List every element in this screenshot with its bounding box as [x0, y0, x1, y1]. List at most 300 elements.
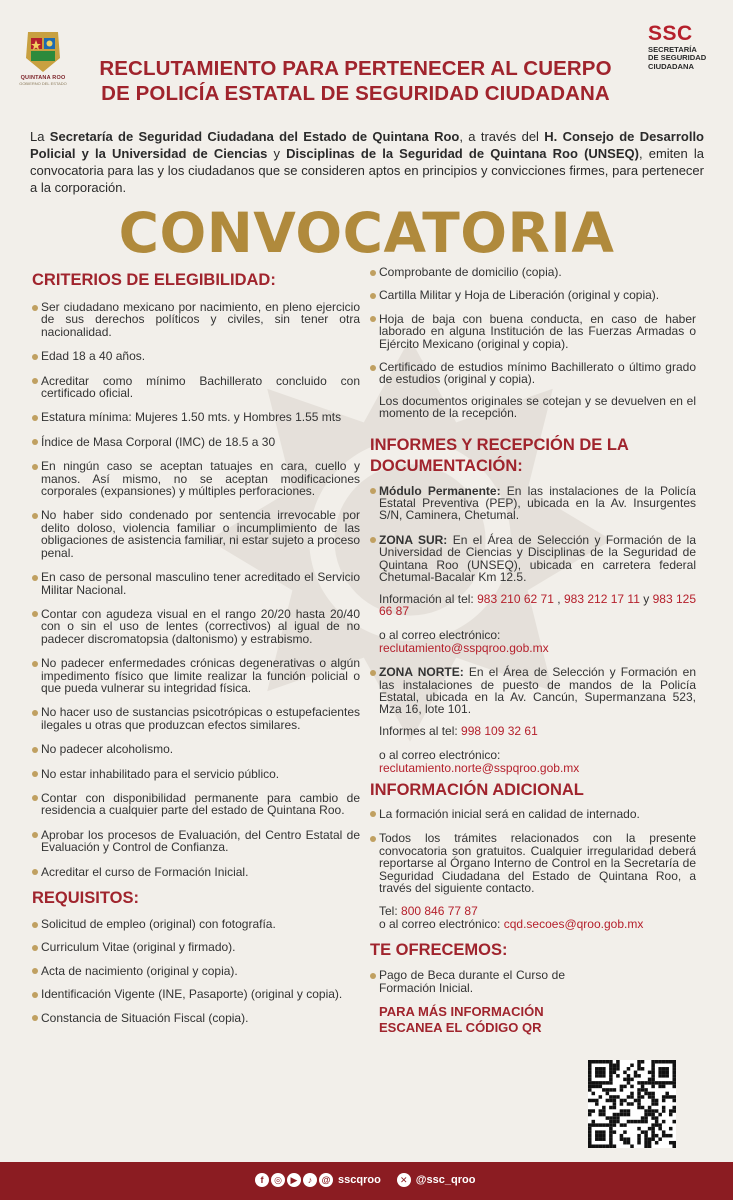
qr-module	[592, 1092, 596, 1096]
qr-module	[658, 1071, 662, 1075]
qr-module	[606, 1144, 610, 1148]
qr-module	[662, 1109, 666, 1113]
intro-text-3: y	[267, 146, 287, 161]
qr-module	[651, 1109, 655, 1113]
footer-social	[255, 1173, 491, 1189]
tiktok-icon[interactable]: ♪	[303, 1173, 317, 1187]
qr-module	[613, 1130, 617, 1134]
qr-cta-line-2: ESCANEA EL CÓDIGO QR	[379, 1020, 542, 1036]
criterio-item: Estatura mínima: Mujeres 1.50 mts. y Hombres 1.55 mts	[32, 411, 360, 423]
qr-module	[672, 1074, 676, 1078]
title-line-2: DE POLICÍA ESTATAL DE SEGURIDAD CIUDADANA	[101, 82, 610, 105]
adicional-item: Todos los trámites relacionados con la presente convocatoria son gratuitos. Cualquier irregularidad deberá reportarse al Órgano Interno de Control en la Secretaría de Seguridad Ciudadana del Estado de Quintana Roo, a través del siguiente contacto.	[370, 832, 696, 894]
qr-module	[644, 1134, 648, 1138]
qr-module	[648, 1095, 652, 1099]
qr-module	[669, 1141, 673, 1145]
qr-module	[669, 1095, 673, 1099]
qr-module	[627, 1109, 631, 1113]
qr-module	[599, 1071, 603, 1075]
qr-module	[602, 1106, 606, 1110]
qr-module	[648, 1081, 652, 1085]
qr-module	[599, 1074, 603, 1078]
qr-module	[623, 1071, 627, 1075]
qr-module	[588, 1127, 592, 1131]
qr-module	[644, 1116, 648, 1120]
intro-bold-2: H. Consejo de Desarrollo Policial y la Universidad de Ciencias	[30, 129, 704, 161]
requisitos-list-left	[32, 918, 360, 1024]
qr-module	[655, 1102, 659, 1106]
intro-bold-1: Secretaría de Seguridad Ciudadana del Estado de Quintana Roo	[49, 129, 460, 144]
qr-module	[672, 1064, 676, 1068]
qr-module	[588, 1081, 592, 1085]
qr-module	[651, 1067, 655, 1071]
qr-module	[602, 1130, 606, 1134]
requisito-item: Certificado de estudios mínimo Bachillerato o último grado de estudios (original y copia).	[370, 361, 696, 386]
title-line-1: RECLUTAMIENTO PARA PERTENECER AL CUERPO	[99, 57, 612, 80]
zona-norte-tel[interactable]: 998 109 32 61	[461, 723, 538, 738]
qr-module	[665, 1134, 669, 1138]
informes-zona-sur	[370, 534, 696, 584]
qr-module	[637, 1074, 641, 1078]
qr-module	[662, 1074, 666, 1078]
criterio-item: Edad 18 a 40 años.	[32, 350, 360, 362]
qr-module	[599, 1134, 603, 1138]
qr-module	[592, 1085, 596, 1089]
qr-module	[599, 1144, 603, 1148]
qr-module	[588, 1067, 592, 1071]
qr-module	[616, 1113, 620, 1117]
criterios-list	[32, 301, 360, 878]
qr-module	[672, 1106, 676, 1110]
qr-module	[651, 1102, 655, 1106]
adicional-item: La formación inicial será en calidad de internado.	[370, 808, 696, 820]
requisito-item: Cartilla Militar y Hoja de Liberación (original y copia).	[370, 289, 696, 301]
qr-module	[630, 1078, 634, 1082]
qr-module	[588, 1123, 592, 1127]
qr-module	[620, 1102, 624, 1106]
qr-module	[588, 1085, 592, 1089]
zona-norte-mail-label: o al correo electrónico:	[379, 748, 501, 763]
qr-module	[665, 1060, 669, 1064]
qr-module	[672, 1078, 676, 1082]
qr-module	[644, 1141, 648, 1145]
qr-module	[602, 1074, 606, 1078]
qr-module	[648, 1127, 652, 1131]
x-icon[interactable]: ✕	[397, 1173, 411, 1187]
qr-module	[595, 1099, 599, 1103]
qr-module	[637, 1067, 641, 1071]
criterio-item: Acreditar como mínimo Bachillerato concluido con certificado oficial.	[32, 375, 360, 400]
qr-module	[602, 1137, 606, 1141]
qr-module	[595, 1067, 599, 1071]
qr-module	[592, 1123, 596, 1127]
qr-module	[630, 1102, 634, 1106]
requisito-item: Solicitud de empleo (original) con fotografía.	[32, 918, 360, 930]
qr-module	[609, 1060, 613, 1064]
qr-module	[662, 1095, 666, 1099]
qr-module	[627, 1120, 631, 1124]
zona-sur-tel-3[interactable]: 983 125 66 87	[379, 591, 697, 618]
zona-norte-mail	[370, 749, 696, 774]
qr-module	[595, 1060, 599, 1064]
qr-module	[592, 1099, 596, 1103]
qr-module	[651, 1127, 655, 1131]
qr-module	[655, 1116, 659, 1120]
qr-module	[588, 1074, 592, 1078]
qr-module	[588, 1141, 592, 1145]
qr-module	[595, 1130, 599, 1134]
qr-module	[623, 1078, 627, 1082]
qr-module	[620, 1134, 624, 1138]
qr-module	[658, 1074, 662, 1078]
qr-module	[588, 1060, 592, 1064]
qr-module	[634, 1099, 638, 1103]
requisito-item: Comprobante de domicilio (copia).	[370, 266, 696, 278]
qr-module	[602, 1081, 606, 1085]
qr-module	[658, 1137, 662, 1141]
qr-module	[599, 1130, 603, 1134]
qr-module	[630, 1085, 634, 1089]
qr-module	[651, 1134, 655, 1138]
criterio-item: En ningún caso se aceptan tatuajes en cara, cuello y manos. Así mismo, no se aceptan modificaciones corporales (expansiones) y múltiples perforaciones.	[32, 460, 360, 497]
qr-module	[606, 1092, 610, 1096]
qr-module	[637, 1060, 641, 1064]
qr-module	[609, 1095, 613, 1099]
qr-module	[662, 1134, 666, 1138]
qr-module	[588, 1109, 592, 1113]
qr-module	[651, 1071, 655, 1075]
qr-module	[620, 1109, 624, 1113]
qr-module	[637, 1092, 641, 1096]
qr-module	[595, 1071, 599, 1075]
qr-module	[644, 1088, 648, 1092]
qr-cta-line-1: PARA MÁS INFORMACIÓN	[379, 1004, 544, 1020]
qr-module	[613, 1067, 617, 1071]
qr-module	[658, 1067, 662, 1071]
qr-module	[672, 1085, 676, 1089]
qr-module	[592, 1120, 596, 1124]
convocatoria-heading: CONVOCATORIA	[118, 201, 615, 265]
qr-module	[592, 1109, 596, 1113]
criterio-item: Ser ciudadano mexicano por nacimiento, en pleno ejercicio de sus derechos políticos y civiles, sin tener otra nacionalidad.	[32, 301, 360, 338]
qr-module	[623, 1085, 627, 1089]
qr-module	[588, 1099, 592, 1103]
qr-module	[627, 1102, 631, 1106]
qr-module	[588, 1078, 592, 1082]
qr-module	[641, 1116, 645, 1120]
qr-module	[651, 1074, 655, 1078]
qr-module	[644, 1137, 648, 1141]
qr-module	[672, 1144, 676, 1148]
qr-module	[658, 1081, 662, 1085]
instagram-icon[interactable]: ◎	[271, 1173, 285, 1187]
qr-module	[599, 1137, 603, 1141]
requisito-item: Curriculum Vitae (original y firmado).	[32, 941, 360, 953]
qr-module	[588, 1130, 592, 1134]
qr-module	[634, 1120, 638, 1124]
qr-module	[655, 1109, 659, 1113]
informes-title: INFORMES Y RECEPCIÓN DE LA DOCUMENTACIÓN:	[370, 435, 629, 475]
qr-module	[606, 1123, 610, 1127]
qr-module	[609, 1120, 613, 1124]
qr-module	[602, 1144, 606, 1148]
qr-module	[672, 1099, 676, 1103]
qr-module	[644, 1113, 648, 1117]
qr-module	[665, 1074, 669, 1078]
qr-module	[613, 1099, 617, 1103]
qr-module	[658, 1060, 662, 1064]
threads-icon[interactable]: @	[319, 1173, 333, 1187]
ofrecemos-title: TE OFRECEMOS:	[370, 941, 508, 960]
qr-module	[620, 1137, 624, 1141]
state-shield-icon	[22, 28, 64, 74]
qr-module	[637, 1088, 641, 1092]
qr-module	[602, 1067, 606, 1071]
zona-sur-tel-sep-2: y	[639, 591, 653, 606]
qr-module	[669, 1127, 673, 1131]
qr-module	[634, 1074, 638, 1078]
intro-paragraph	[30, 128, 704, 196]
qr-module	[623, 1099, 627, 1103]
qr-module	[595, 1144, 599, 1148]
qr-module	[662, 1106, 666, 1110]
ssc-full-line-3: CIUDADANA	[648, 61, 694, 71]
qr-module	[641, 1060, 645, 1064]
footer-bar	[0, 1162, 733, 1200]
qr-module	[651, 1060, 655, 1064]
qr-module	[672, 1060, 676, 1064]
qr-module	[595, 1081, 599, 1085]
qr-module	[616, 1074, 620, 1078]
permanente-label: Módulo Permanente:	[379, 483, 501, 498]
qr-module	[672, 1109, 676, 1113]
qr-module	[599, 1123, 603, 1127]
qr-code[interactable]	[588, 1054, 676, 1154]
qr-module	[599, 1081, 603, 1085]
qr-module	[672, 1141, 676, 1145]
qr-module	[609, 1106, 613, 1110]
qr-module	[648, 1109, 652, 1113]
adicional-tel-label: Tel:	[379, 904, 402, 919]
criterio-item: No padecer enfermedades crónicas degenerativas o algún impedimento físico que limite realizar la función policial o que pueda vulnerar su integridad física.	[32, 657, 360, 694]
zona-sur-tel-1[interactable]: 983 210 62 71	[477, 591, 554, 606]
qr-module	[606, 1116, 610, 1120]
requisito-item: Acta de nacimiento (original y copia).	[32, 965, 360, 977]
qr-module	[648, 1137, 652, 1141]
qr-module	[651, 1092, 655, 1096]
qr-module	[588, 1064, 592, 1068]
qr-module	[609, 1137, 613, 1141]
informes-permanente	[370, 485, 696, 522]
qr-module	[672, 1067, 676, 1071]
adicional-tel[interactable]: 800 846 77 87	[401, 904, 478, 919]
zona-norte-tel-label: Informes al tel:	[379, 723, 462, 738]
qr-module	[627, 1074, 631, 1078]
requisito-item: Identificación Vigente (INE, Pasaporte) (original y copia).	[32, 988, 360, 1000]
qr-module	[655, 1099, 659, 1103]
qr-module	[672, 1071, 676, 1075]
qr-module	[655, 1141, 659, 1145]
qr-module	[637, 1134, 641, 1138]
qr-module	[662, 1071, 666, 1075]
qr-module	[606, 1088, 610, 1092]
qr-module	[620, 1088, 624, 1092]
ssc-full-name	[648, 46, 728, 71]
criterio-item: No padecer alcoholismo.	[32, 743, 360, 755]
criterio-item: Contar con agudeza visual en el rango 20/20 hasta 20/40 con o sin el uso de lentes (correctivos) al igual de no padecer discromatopsia (daltonismo) y estrabismo.	[32, 608, 360, 645]
zona-norte-mail-link[interactable]: reclutamiento.norte@sspqroo.gob.mx	[379, 760, 580, 775]
adicional-title: INFORMACIÓN ADICIONAL	[370, 780, 584, 799]
qr-module	[613, 1123, 617, 1127]
zona-sur-tel-label: Información al tel:	[379, 591, 478, 606]
qr-module	[641, 1095, 645, 1099]
qr-module	[641, 1085, 645, 1089]
youtube-icon[interactable]: ▶	[287, 1173, 301, 1187]
qr-module	[616, 1095, 620, 1099]
qr-module	[602, 1123, 606, 1127]
zona-sur-tel-2[interactable]: 983 212 17 11	[563, 591, 640, 606]
qr-module	[613, 1064, 617, 1068]
qr-module	[613, 1088, 617, 1092]
qr-module	[662, 1099, 666, 1103]
qr-module	[651, 1137, 655, 1141]
zona-sur-label: ZONA SUR:	[379, 532, 448, 547]
qr-module	[644, 1120, 648, 1124]
qr-module	[630, 1064, 634, 1068]
zona-sur-mail-link[interactable]: reclutamiento@sspqroo.gob.mx	[379, 640, 549, 655]
ofrecemos-item: Pago de Beca durante el Curso de Formación Inicial.	[370, 969, 565, 994]
qr-module	[616, 1116, 620, 1120]
ssc-abbreviation: SSC	[648, 22, 693, 45]
qr-module	[648, 1113, 652, 1117]
qr-module	[616, 1120, 620, 1124]
qr-module	[630, 1092, 634, 1096]
requisitos-title: REQUISITOS:	[32, 889, 139, 907]
qr-module	[616, 1060, 620, 1064]
qr-module	[620, 1099, 624, 1103]
qr-module	[613, 1116, 617, 1120]
qr-module	[595, 1137, 599, 1141]
facebook-icon[interactable]: f	[255, 1173, 269, 1187]
qr-module	[609, 1127, 613, 1131]
qr-module	[648, 1106, 652, 1110]
qr-module	[630, 1144, 634, 1148]
qr-module	[634, 1071, 638, 1075]
qr-module	[655, 1060, 659, 1064]
adicional-mail-link[interactable]: cqd.secoes@qroo.gob.mx	[503, 916, 644, 931]
qr-module	[588, 1071, 592, 1075]
qr-module	[602, 1113, 606, 1117]
requisitos-note: Los documentos originales se cotejan y se devuelven en el momento de la recepción.	[379, 393, 696, 421]
ofrecemos-list	[370, 969, 565, 994]
qr-module	[658, 1113, 662, 1117]
qr-module	[644, 1081, 648, 1085]
qr-module	[609, 1099, 613, 1103]
footer-handle-1[interactable]: sscqroo	[338, 1174, 381, 1186]
qr-module	[599, 1060, 603, 1064]
ssc-logo	[648, 24, 728, 71]
qr-module	[613, 1120, 617, 1124]
ssc-full-line-2: DE SEGURIDAD	[648, 53, 707, 63]
criterio-item: Aprobar los procesos de Evaluación, del Centro Estatal de Evaluación y Control de Confianza.	[32, 829, 360, 854]
qr-module	[599, 1109, 603, 1113]
qr-module	[637, 1127, 641, 1131]
qr-module	[623, 1123, 627, 1127]
qr-module	[606, 1060, 610, 1064]
qr-module	[641, 1088, 645, 1092]
qr-module	[627, 1095, 631, 1099]
zona-norte-phone	[370, 725, 696, 737]
qr-module	[669, 1109, 673, 1113]
qr-module	[630, 1120, 634, 1124]
qr-module	[637, 1137, 641, 1141]
qr-module	[644, 1109, 648, 1113]
qr-module	[669, 1134, 673, 1138]
footer-handle-2[interactable]: @ssc_qroo	[415, 1174, 476, 1186]
qr-module	[609, 1081, 613, 1085]
qr-module	[623, 1113, 627, 1117]
header	[0, 0, 733, 120]
qr-module	[609, 1144, 613, 1148]
qr-module	[637, 1095, 641, 1099]
qr-module	[595, 1123, 599, 1127]
qr-module	[627, 1137, 631, 1141]
qr-module	[609, 1134, 613, 1138]
qr-module	[658, 1085, 662, 1089]
qr-module	[662, 1067, 666, 1071]
ssc-full-line-1: SECRETARÍA	[648, 45, 697, 54]
qr-module	[641, 1081, 645, 1085]
qr-module	[651, 1130, 655, 1134]
qr-module	[648, 1092, 652, 1096]
qr-module	[595, 1085, 599, 1089]
intro-text-2: , a través del	[459, 129, 545, 144]
qr-module	[665, 1067, 669, 1071]
criterio-item: Contar con disponibilidad permanente para cambio de residencia a cualquier parte del estado de Quintana Roo.	[32, 792, 360, 817]
qr-module	[609, 1078, 613, 1082]
qr-cta	[370, 1004, 696, 1036]
qr-module	[613, 1144, 617, 1148]
qr-module	[641, 1120, 645, 1124]
qr-module	[592, 1060, 596, 1064]
zona-norte-text: En el Área de Selección y Formación en las instalaciones de puesto de mandos de la Policía Estatal, ubicada en la Av. Cancún, Supermanzana 523, Mza 16, lote 101.	[379, 665, 696, 717]
adicional-mail-label: o al correo electrónico:	[379, 916, 504, 931]
qr-module	[595, 1102, 599, 1106]
zona-sur-tel-sep-1: ,	[553, 591, 564, 606]
zona-sur-mail-label: o al correo electrónico:	[379, 628, 501, 643]
qr-module	[651, 1085, 655, 1089]
qr-module	[637, 1141, 641, 1145]
qr-module	[616, 1064, 620, 1068]
criterio-item: No haber sido condenado por sentencia irrevocable por delito doloso, violencia familiar o incumplimiento de las obligaciones de asistencia familiar, ni estar sujeto a proceso penal.	[32, 509, 360, 559]
qr-module	[648, 1141, 652, 1145]
qr-module	[651, 1081, 655, 1085]
criterio-item: Índice de Masa Corporal (IMC) de 18.5 a 30	[32, 436, 360, 448]
qr-module	[665, 1081, 669, 1085]
qr-module	[655, 1120, 659, 1124]
zona-sur-text: En el Área de Selección y Formación de la Universidad de Ciencias y Disciplinas de la Seguridad de Quintana Roo (UNSEQ), ubicada en carretera federal Chetumal-Bacalar Km 12.5.	[379, 532, 697, 585]
qr-module	[637, 1120, 641, 1124]
qr-module	[599, 1085, 603, 1089]
qr-module	[595, 1074, 599, 1078]
qr-module	[651, 1123, 655, 1127]
qr-module	[641, 1106, 645, 1110]
qr-module	[623, 1130, 627, 1134]
qr-module	[644, 1130, 648, 1134]
qr-module	[655, 1081, 659, 1085]
qr-module	[662, 1130, 666, 1134]
criterios-title: CRITERIOS DE ELEGIBILIDAD:	[32, 271, 276, 289]
